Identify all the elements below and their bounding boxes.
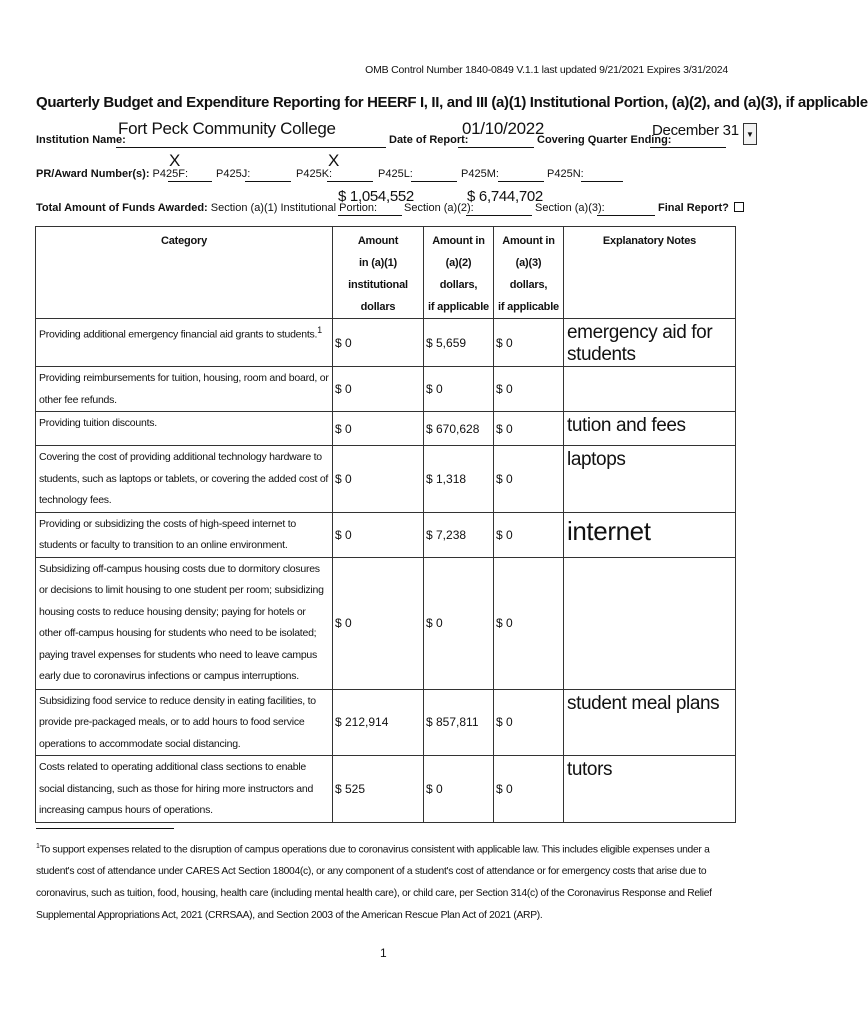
- p425j-field[interactable]: [245, 180, 291, 182]
- category-cell: Providing tuition discounts.: [36, 412, 333, 446]
- final-report-label: Final Report?: [658, 202, 729, 214]
- table-row: [36, 756, 736, 823]
- p425k-value: X: [328, 151, 340, 170]
- a2-label: Section (a)(2):: [404, 202, 474, 214]
- a1-field[interactable]: [338, 214, 402, 216]
- p425k-label: P425K:: [296, 168, 333, 180]
- a2-total-value: $ 6,744,702: [467, 188, 543, 205]
- quarter-value: December 31: [652, 122, 739, 139]
- a2-amount-cell[interactable]: $ 1,318: [424, 446, 494, 513]
- col-header-a3: [494, 227, 564, 319]
- a2-amount-cell[interactable]: $ 857,811: [424, 689, 494, 756]
- category-cell: Covering the cost of providing additional technology hardware to students, such as laptops or tablets, or covering the added cost of technology fees.: [36, 446, 333, 513]
- a3-amount-cell[interactable]: $ 0: [494, 689, 564, 756]
- notes-cell[interactable]: [564, 557, 736, 689]
- final-report-line: [658, 202, 744, 214]
- a1-amount-cell[interactable]: $ 0: [333, 319, 424, 367]
- date-field[interactable]: [458, 146, 534, 148]
- notes-cell[interactable]: internet: [564, 512, 736, 557]
- category-cell: Costs related to operating additional class sections to enable social distancing, such as those for hiring more instructors and increasing campus hours of operations.: [36, 756, 333, 823]
- table-row: [36, 512, 736, 557]
- category-cell: [36, 319, 333, 367]
- p425m-field[interactable]: [498, 180, 544, 182]
- budget-table: [35, 226, 736, 823]
- col-header-a1-line: institutional dollars: [348, 279, 408, 313]
- col-header-a2-line: (a)(2) dollars,: [439, 257, 478, 291]
- a2-amount-cell[interactable]: $ 0: [424, 557, 494, 689]
- footnote-text: To support expenses related to the disruption of campus operations due to coronavirus consistent with applicable law. This includes eligible expenses under a student's cost of attendance under CARES Act Section 18004(c), or any component of a student's cost of attendance or for emergency costs that arise due to coronavirus, such as tuition, food, housing, health care (including mental health care), or child care, per Section 314(c) of the Coronavirus Response and Relief Supplemental Appropriations Act, 2021 (CRRSAA), and Section 2003 of the American Rescue Plan Act of 2021 (ARP).: [36, 844, 712, 922]
- notes-cell[interactable]: laptops: [564, 446, 736, 513]
- col-header-a3-line: (a)(3) dollars,: [509, 257, 548, 291]
- a3-amount-cell[interactable]: $ 0: [494, 756, 564, 823]
- p425f-field[interactable]: [168, 180, 212, 182]
- a1-label: Section (a)(1) Institutional Portion:: [210, 202, 378, 214]
- table-row: [36, 557, 736, 689]
- p425k-field[interactable]: [327, 180, 373, 182]
- a3-amount-cell[interactable]: $ 0: [494, 367, 564, 412]
- table-row: [36, 412, 736, 446]
- a2-field[interactable]: [466, 214, 532, 216]
- checkbox-icon[interactable]: [734, 202, 744, 212]
- a1-total-value: $ 1,054,552: [338, 188, 414, 205]
- page-title: Quarterly Budget and Expenditure Reporting for HEERF I, II, and III (a)(1) Institutional Portion, (a)(2), and (a)(3), if applicable: [36, 94, 868, 111]
- a2-amount-cell[interactable]: $ 7,238: [424, 512, 494, 557]
- a3-field[interactable]: [597, 214, 655, 216]
- col-header-a2-line: Amount in: [432, 235, 485, 247]
- footnote-ref: 1: [317, 325, 322, 335]
- table-header-row: [36, 227, 736, 319]
- a1-amount-cell[interactable]: $ 212,914: [333, 689, 424, 756]
- p425n-label: P425N:: [547, 168, 584, 180]
- quarter-dropdown[interactable]: [743, 123, 757, 145]
- a1-amount-cell[interactable]: $ 0: [333, 446, 424, 513]
- a2-amount-cell[interactable]: $ 5,659: [424, 319, 494, 367]
- footnote-mark: 1: [36, 843, 40, 850]
- notes-cell[interactable]: tution and fees: [564, 412, 736, 446]
- a3-amount-cell[interactable]: $ 0: [494, 512, 564, 557]
- table-row: [36, 367, 736, 412]
- date-label: Date of Report:: [389, 134, 469, 146]
- award-line: [36, 168, 188, 180]
- a1-amount-cell[interactable]: $ 525: [333, 756, 424, 823]
- a3-amount-cell[interactable]: $ 0: [494, 446, 564, 513]
- col-header-a3-line: Amount in: [502, 235, 555, 247]
- a2-amount-cell[interactable]: $ 0: [424, 756, 494, 823]
- footnote-divider: [36, 828, 174, 829]
- notes-cell[interactable]: tutors: [564, 756, 736, 823]
- category-text: Providing additional emergency financial aid grants to students.: [39, 328, 318, 341]
- col-header-a1: [333, 227, 424, 319]
- p425n-field[interactable]: [581, 180, 623, 182]
- a3-amount-cell[interactable]: $ 0: [494, 319, 564, 367]
- category-cell: Providing reimbursements for tuition, housing, room and board, or other fee refunds.: [36, 367, 333, 412]
- institution-label-line: [36, 134, 126, 146]
- col-header-a3-line: if applicable: [498, 301, 559, 313]
- category-cell: Subsidizing food service to reduce density in eating facilities, to provide pre-packaged meals, or to add hours to food service operations to accommodate social distancing.: [36, 689, 333, 756]
- footnote: [36, 836, 736, 927]
- notes-cell[interactable]: emergency aid for students: [564, 319, 736, 367]
- col-header-category: Category: [36, 227, 333, 319]
- p425l-label: P425L:: [378, 168, 413, 180]
- quarter-field[interactable]: [650, 146, 726, 148]
- a2-amount-cell[interactable]: $ 0: [424, 367, 494, 412]
- a3-amount-cell[interactable]: $ 0: [494, 557, 564, 689]
- omb-control-number: OMB Control Number 1840-0849 V.1.1 last updated 9/21/2021 Expires 3/31/2024: [365, 64, 728, 76]
- total-line: [36, 202, 377, 214]
- a2-amount-cell[interactable]: $ 670,628: [424, 412, 494, 446]
- table-row: [36, 319, 736, 367]
- a3-amount-cell[interactable]: $ 0: [494, 412, 564, 446]
- a1-amount-cell[interactable]: $ 0: [333, 412, 424, 446]
- p425f-label: P425F:: [152, 168, 189, 180]
- a1-amount-cell[interactable]: $ 0: [333, 367, 424, 412]
- date-value: 01/10/2022: [462, 119, 545, 138]
- p425f-value: X: [169, 151, 181, 170]
- institution-field[interactable]: [116, 146, 386, 148]
- p425j-label: P425J:: [216, 168, 251, 180]
- notes-cell[interactable]: student meal plans: [564, 689, 736, 756]
- institution-label: Institution Name:: [36, 134, 126, 146]
- dropdown-arrow-icon: ▼: [746, 129, 754, 139]
- a3-label: Section (a)(3):: [535, 202, 605, 214]
- col-header-a1-line: in (a)(1): [359, 257, 397, 269]
- award-label: PR/Award Number(s):: [36, 168, 150, 180]
- col-header-a2-line: if applicable: [428, 301, 489, 313]
- table-row: [36, 689, 736, 756]
- col-header-a1-line: Amount: [357, 235, 399, 247]
- total-label: Total Amount of Funds Awarded:: [36, 202, 208, 214]
- category-cell: Subsidizing off-campus housing costs due to dormitory closures or decisions to limit housing to one student per room; subsidizing housing costs to reduce housing density; paying for hotels or other off-campus housing for students who need to be isolated; paying travel expenses for students who need to leave campus early due to coronavirus infections or campus interruptions.: [36, 557, 333, 689]
- p425l-field[interactable]: [411, 180, 457, 182]
- a1-amount-cell[interactable]: $ 0: [333, 512, 424, 557]
- page-number: 1: [380, 946, 387, 960]
- col-header-a2: [424, 227, 494, 319]
- a1-amount-cell[interactable]: $ 0: [333, 557, 424, 689]
- institution-name-value: Fort Peck Community College: [118, 119, 336, 138]
- col-header-notes: Explanatory Notes: [564, 227, 736, 319]
- category-cell: Providing or subsidizing the costs of high-speed internet to students or faculty to transition to an online environment.: [36, 512, 333, 557]
- p425m-label: P425M:: [461, 168, 499, 180]
- table-row: [36, 446, 736, 513]
- notes-cell[interactable]: [564, 367, 736, 412]
- quarter-label: Covering Quarter Ending:: [537, 134, 672, 146]
